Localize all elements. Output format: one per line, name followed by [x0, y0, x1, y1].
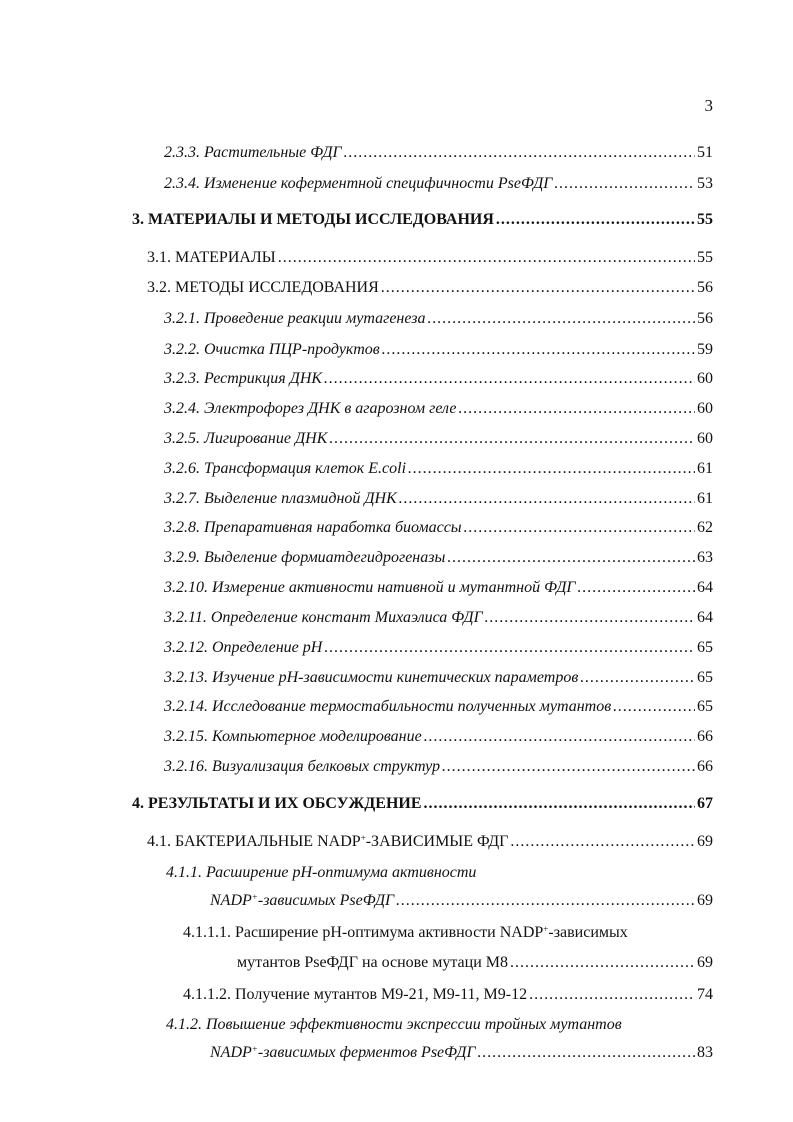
toc-entry: [147, 832, 713, 852]
toc-entry-page: 69: [697, 833, 713, 850]
toc-entry: [164, 518, 713, 538]
toc-entry: [164, 309, 713, 329]
toc-entry-title: 3.2.7. Выделение плазмидной ДНК: [164, 490, 397, 507]
toc-entry: [164, 578, 713, 598]
toc-entry-title: 3.2.3. Рестрикция ДНК: [164, 370, 323, 387]
leader-dots: [399, 489, 695, 509]
toc-entry-page: 67: [697, 795, 713, 812]
toc-entry-title: 4.1.1.2. Получение мутантов M9-21, M9-11, M9-12: [183, 986, 528, 1003]
toc-entry: [164, 608, 713, 628]
leader-dots: [529, 985, 695, 1005]
toc-entry-title: 3.2.11. Определение констант Михаэлиса ФДГ: [164, 609, 483, 626]
toc-entry-title: NADP+-зависимых ферментов PseФДГ: [210, 1044, 476, 1061]
toc-entry-title: 3. МАТЕРИАЛЫ И МЕТОДЫ ИССЛЕДОВАНИЯ: [132, 211, 494, 228]
toc-entry: [164, 369, 713, 389]
toc-entry-title: 3.2.14. Исследование термостабильности полученных мутантов: [164, 698, 612, 715]
toc-entry-title: 3.2.15. Компьютерное моделирование: [164, 728, 422, 745]
toc-entry: [237, 953, 713, 973]
toc-entry-title: 3.2.5. Лигирование ДНК: [164, 430, 328, 447]
toc-entry-page: 66: [697, 758, 713, 775]
toc-entry-page: 56: [697, 310, 713, 327]
toc-entry-page: 69: [697, 892, 713, 909]
toc-entry: [164, 638, 713, 658]
toc-entry: [210, 1043, 713, 1063]
toc-entry-first-line: 4.1.1.1. Расширение pH-оптимума активности NADP+-зависимых: [183, 924, 628, 941]
toc-entry-page: 65: [697, 639, 713, 656]
toc-entry-page: 55: [697, 249, 713, 266]
toc-entry-page: 64: [697, 609, 713, 626]
toc-entry-title: мутантов PseФДГ на основе мутаци M8: [237, 954, 508, 971]
toc-entry-title: 3.2.8. Препаративная наработка биомассы: [164, 519, 462, 536]
leader-dots: [577, 578, 695, 598]
leader-dots: [496, 210, 695, 230]
leader-dots: [329, 429, 695, 449]
toc-entry-title: 3.2.1. Проведение реакции мутагенеза: [164, 310, 426, 327]
toc-entry-page: 60: [697, 400, 713, 417]
leader-dots: [459, 399, 696, 419]
leader-dots: [485, 608, 695, 628]
toc-entry-title: 3.2. МЕТОДЫ ИССЛЕДОВАНИЯ: [147, 279, 379, 296]
toc-entry-title: 3.2.4. Электрофорез ДНК в агарозном геле: [164, 400, 457, 417]
toc-entry-page: 65: [697, 698, 713, 715]
toc-entry: [183, 985, 713, 1005]
toc-entry-title: 3.2.10. Измерение активности нативной и мутантной ФДГ: [164, 579, 576, 596]
leader-dots: [344, 143, 695, 163]
toc-entry-page: 55: [697, 211, 713, 228]
toc-entry: [210, 891, 713, 911]
leader-dots: [580, 668, 695, 688]
toc-entry: [164, 668, 713, 688]
toc-entry: [164, 143, 713, 163]
toc-entry-page: 66: [697, 728, 713, 745]
leader-dots: [510, 953, 695, 973]
leader-dots: [478, 1043, 695, 1063]
leader-dots: [381, 278, 695, 298]
toc-entry-title: 2.3.4. Изменение коферментной специфичности PseФДГ: [164, 175, 553, 192]
toc-entry-page: 64: [697, 579, 713, 596]
leader-dots: [442, 757, 695, 777]
toc-entry: [164, 697, 713, 717]
toc-entry: [164, 399, 713, 419]
toc-entry-page: 56: [697, 279, 713, 296]
toc-entry-title: 3.2.6. Трансформация клеток E.coli: [164, 460, 407, 477]
toc-entry: [164, 548, 713, 568]
toc-entry-first-line: 4.1.1. Расширение pH-оптимума активности: [166, 864, 477, 881]
toc-entry-page: 60: [697, 370, 713, 387]
toc-entry-page: 83: [697, 1044, 713, 1061]
toc-entry-title: 3.2.2. Очистка ПЦР-продуктов: [164, 341, 380, 358]
leader-dots: [464, 518, 695, 538]
toc-entry-title: 4.1. БАКТЕРИАЛЬНЫЕ NADP+-ЗАВИСИМЫЕ ФДГ: [147, 833, 509, 850]
leader-dots: [554, 174, 695, 194]
toc-entry-title: 3.2.9. Выделение формиатдегидрогеназы: [164, 549, 446, 566]
toc-entry-page: 59: [697, 341, 713, 358]
toc-entry: [164, 429, 713, 449]
leader-dots: [613, 697, 695, 717]
toc-entry-title: NADP+-зависимых PseФДГ: [210, 892, 395, 909]
toc-entry-first-line: 4.1.2. Повышение эффективности экспрессии тройных мутантов: [166, 1016, 622, 1033]
leader-dots: [510, 832, 695, 852]
leader-dots: [278, 248, 695, 268]
toc-entry-page: 61: [697, 460, 713, 477]
toc-entry-page: 62: [697, 519, 713, 536]
toc-section: [132, 210, 713, 230]
toc-entry: [164, 489, 713, 509]
toc-entry-title: 3.2.12. Определение pH: [164, 639, 323, 656]
toc-entry-page: 53: [697, 175, 713, 192]
page-number: 3: [704, 96, 713, 115]
toc-entry-page: 51: [697, 144, 713, 161]
leader-dots: [427, 309, 695, 329]
toc-entry: [147, 278, 713, 298]
toc-entry: [164, 459, 713, 479]
leader-dots: [382, 340, 695, 360]
toc-entry-page: 63: [697, 549, 713, 566]
toc-entry: [164, 757, 713, 777]
leader-dots: [324, 638, 695, 658]
leader-dots: [424, 727, 695, 747]
toc-entry: [164, 727, 713, 747]
toc-entry: [147, 248, 713, 268]
toc-entry: [164, 340, 713, 360]
toc-entry-page: 65: [697, 669, 713, 686]
toc-entry-title: 3.1. МАТЕРИАЛЫ: [147, 249, 276, 266]
leader-dots: [447, 548, 695, 568]
toc-entry-title: 3.2.16. Визуализация белковых структур: [164, 758, 441, 775]
toc-entry-title: 2.3.3. Растительные ФДГ: [164, 144, 342, 161]
toc-section: [132, 794, 713, 814]
toc-entry-title: 4. РЕЗУЛЬТАТЫ И ИХ ОБСУЖДЕНИЕ: [132, 795, 422, 812]
toc-entry-page: 60: [697, 430, 713, 447]
toc-entry-page: 61: [697, 490, 713, 507]
leader-dots: [324, 369, 695, 389]
toc-entry: [164, 174, 713, 194]
toc-entry-page: 69: [697, 954, 713, 971]
leader-dots: [408, 459, 695, 479]
toc-entry-title: 3.2.13. Изучение pH-зависимости кинетических параметров: [164, 669, 579, 686]
leader-dots: [424, 794, 695, 814]
leader-dots: [396, 891, 695, 911]
toc-entry-page: 74: [697, 986, 713, 1003]
